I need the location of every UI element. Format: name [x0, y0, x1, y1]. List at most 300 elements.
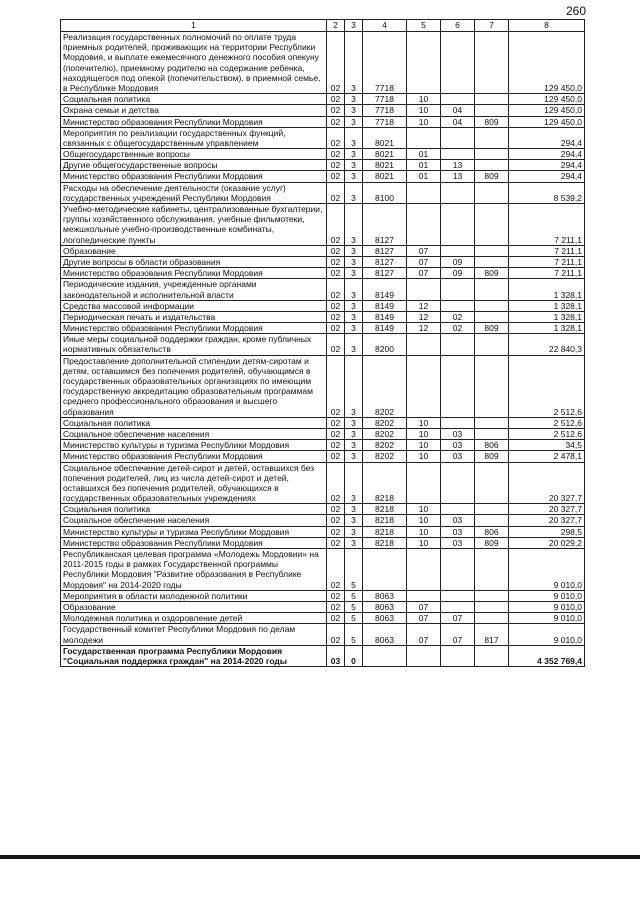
row-code-5	[407, 645, 441, 666]
table-row	[61, 526, 585, 537]
row-code-6: 03	[441, 440, 475, 451]
row-code-4: 8063	[363, 590, 407, 601]
row-name: Социальное обеспечение населения	[61, 428, 327, 439]
row-name: Министерство культуры и туризма Республики Мордовия	[61, 440, 327, 451]
row-amount: 129 450,0	[509, 105, 585, 116]
row-code-2: 02	[327, 624, 345, 645]
row-code-7	[475, 428, 509, 439]
table-row	[61, 624, 585, 645]
table-row	[61, 149, 585, 160]
row-code-7	[475, 149, 509, 160]
row-code-5	[407, 334, 441, 355]
header-col-3: 3	[345, 20, 363, 32]
row-amount: 20 029,2	[509, 537, 585, 548]
row-code-3: 5	[345, 590, 363, 601]
row-code-4: 8100	[363, 182, 407, 203]
row-amount: 9 010,0	[509, 590, 585, 601]
row-name: Иные меры социальной поддержки граждан, кроме публичных нормативных обязательств	[61, 334, 327, 355]
table-row	[61, 94, 585, 105]
row-code-2: 02	[327, 279, 345, 300]
row-code-3: 3	[345, 323, 363, 334]
row-amount: 9 010,0	[509, 549, 585, 591]
row-code-2: 02	[327, 504, 345, 515]
row-code-3: 3	[345, 355, 363, 417]
row-code-4: 8218	[363, 515, 407, 526]
row-code-6: 04	[441, 105, 475, 116]
row-code-3: 5	[345, 613, 363, 624]
row-code-2: 02	[327, 94, 345, 105]
row-code-2: 02	[327, 526, 345, 537]
row-amount: 8 539,2	[509, 182, 585, 203]
row-code-7: 817	[475, 624, 509, 645]
row-code-7	[475, 334, 509, 355]
row-amount: 2 512,6	[509, 355, 585, 417]
row-code-3: 3	[345, 504, 363, 515]
row-code-2: 02	[327, 323, 345, 334]
row-code-6: 03	[441, 515, 475, 526]
row-code-7	[475, 204, 509, 246]
row-code-4: 7718	[363, 94, 407, 105]
row-code-5	[407, 127, 441, 148]
row-code-3: 3	[345, 256, 363, 267]
row-name: Министерство образования Республики Мордовия	[61, 323, 327, 334]
row-code-3: 3	[345, 204, 363, 246]
row-code-5: 10	[407, 428, 441, 439]
row-code-4: 8149	[363, 323, 407, 334]
table-row	[61, 537, 585, 548]
row-amount: 20 327,7	[509, 462, 585, 504]
row-code-6	[441, 417, 475, 428]
row-code-6	[441, 149, 475, 160]
row-code-2: 02	[327, 171, 345, 182]
row-code-6	[441, 549, 475, 591]
header-col-1: 1	[61, 20, 327, 32]
row-name: Учебно-методические кабинеты, централизованные бухгалтерии, группы хозяйственного обслуживания, учебные фильмотеки, межшкольные учебно-производственные комбинаты, логопедические пункты	[61, 204, 327, 246]
table-row	[61, 428, 585, 439]
row-name: Министерство образования Республики Мордовия	[61, 537, 327, 548]
row-code-3: 0	[345, 645, 363, 666]
row-code-2: 02	[327, 601, 345, 612]
row-code-5	[407, 182, 441, 203]
bottom-rule	[0, 855, 640, 859]
row-code-5: 12	[407, 300, 441, 311]
row-code-2: 02	[327, 300, 345, 311]
row-code-3: 3	[345, 32, 363, 94]
row-name: Республиканская целевая программа «Молодежь Мордовии» на 2011-2015 годы в рамках Государственной программы Республики Мордовия "Развитие образования в Республике Мордовия" на 2014-2020 годы	[61, 549, 327, 591]
row-code-4: 7718	[363, 116, 407, 127]
row-code-7	[475, 311, 509, 322]
row-code-7	[475, 462, 509, 504]
row-code-4: 8063	[363, 601, 407, 612]
header-col-8: 8	[509, 20, 585, 32]
row-name: Образование	[61, 601, 327, 612]
row-code-4: 8218	[363, 526, 407, 537]
row-amount: 2 512,6	[509, 417, 585, 428]
table-row	[61, 334, 585, 355]
row-amount: 129 450,0	[509, 116, 585, 127]
row-amount: 9 010,0	[509, 613, 585, 624]
row-code-6	[441, 182, 475, 203]
row-code-6	[441, 601, 475, 612]
row-code-2: 02	[327, 127, 345, 148]
row-code-2: 02	[327, 417, 345, 428]
row-code-4: 8127	[363, 268, 407, 279]
row-name: Периодические издания, учрежденные органами законодательной и исполнительной власти	[61, 279, 327, 300]
row-code-3: 5	[345, 624, 363, 645]
row-amount: 298,5	[509, 526, 585, 537]
budget-table	[60, 19, 585, 667]
header-col-2: 2	[327, 20, 345, 32]
row-code-2: 02	[327, 537, 345, 548]
row-name: Образование	[61, 245, 327, 256]
row-code-6: 03	[441, 451, 475, 462]
row-code-2: 02	[327, 613, 345, 624]
table-row	[61, 268, 585, 279]
row-code-5	[407, 204, 441, 246]
row-code-4: 8021	[363, 171, 407, 182]
table-row	[61, 279, 585, 300]
table-row	[61, 451, 585, 462]
row-code-5: 07	[407, 613, 441, 624]
row-code-5: 10	[407, 504, 441, 515]
row-code-6	[441, 94, 475, 105]
row-code-6: 07	[441, 613, 475, 624]
table-row	[61, 601, 585, 612]
row-code-4: 8218	[363, 462, 407, 504]
row-code-4	[363, 645, 407, 666]
row-code-6	[441, 32, 475, 94]
row-code-7	[475, 160, 509, 171]
table-row	[61, 613, 585, 624]
table-header-row	[61, 20, 585, 32]
row-amount: 34,5	[509, 440, 585, 451]
row-code-3: 3	[345, 268, 363, 279]
row-code-4: 8063	[363, 613, 407, 624]
row-code-7	[475, 300, 509, 311]
row-code-7	[475, 515, 509, 526]
row-amount: 1 328,1	[509, 311, 585, 322]
row-code-5: 10	[407, 537, 441, 548]
row-code-6	[441, 462, 475, 504]
row-name: Мероприятия в области молодежной политики	[61, 590, 327, 601]
row-code-3: 3	[345, 440, 363, 451]
row-code-5: 07	[407, 601, 441, 612]
table-row	[61, 32, 585, 94]
row-name: Общегосударственные вопросы	[61, 149, 327, 160]
row-code-7	[475, 279, 509, 300]
row-code-3: 3	[345, 245, 363, 256]
row-code-6: 09	[441, 268, 475, 279]
row-code-4: 8218	[363, 504, 407, 515]
row-code-6: 13	[441, 171, 475, 182]
row-code-3: 3	[345, 537, 363, 548]
row-code-3: 3	[345, 311, 363, 322]
row-code-5: 10	[407, 417, 441, 428]
row-amount: 294,4	[509, 149, 585, 160]
table-row	[61, 204, 585, 246]
row-code-4: 8127	[363, 256, 407, 267]
row-code-6: 03	[441, 428, 475, 439]
row-code-7	[475, 645, 509, 666]
row-code-7	[475, 94, 509, 105]
row-amount: 294,4	[509, 171, 585, 182]
row-code-7: 809	[475, 323, 509, 334]
row-code-2: 02	[327, 451, 345, 462]
row-code-5: 10	[407, 440, 441, 451]
table-row	[61, 311, 585, 322]
row-code-6	[441, 334, 475, 355]
row-name: Социальная политика	[61, 94, 327, 105]
row-code-5: 10	[407, 451, 441, 462]
row-code-5: 12	[407, 323, 441, 334]
row-amount: 2 512,6	[509, 428, 585, 439]
table-row	[61, 160, 585, 171]
row-code-7	[475, 127, 509, 148]
row-code-5: 01	[407, 149, 441, 160]
row-code-3: 3	[345, 149, 363, 160]
row-amount: 7 211,1	[509, 204, 585, 246]
row-code-6	[441, 279, 475, 300]
row-name: Мероприятия по реализации государственных функций, связанных с общегосударственным управлением	[61, 127, 327, 148]
row-code-6: 03	[441, 526, 475, 537]
row-code-6: 13	[441, 160, 475, 171]
row-code-2: 02	[327, 428, 345, 439]
row-amount: 9 010,0	[509, 601, 585, 612]
row-code-7	[475, 504, 509, 515]
header-col-5: 5	[407, 20, 441, 32]
row-code-7	[475, 32, 509, 94]
row-code-7	[475, 355, 509, 417]
row-amount: 20 327,7	[509, 515, 585, 526]
row-amount: 2 478,1	[509, 451, 585, 462]
row-code-7	[475, 549, 509, 591]
row-code-7: 809	[475, 116, 509, 127]
row-code-5	[407, 279, 441, 300]
row-code-2: 02	[327, 256, 345, 267]
row-code-2: 02	[327, 149, 345, 160]
row-code-6: 09	[441, 256, 475, 267]
row-code-2: 02	[327, 116, 345, 127]
row-code-2: 02	[327, 204, 345, 246]
row-code-2: 02	[327, 440, 345, 451]
row-code-6	[441, 245, 475, 256]
row-code-4: 8149	[363, 300, 407, 311]
row-code-6	[441, 355, 475, 417]
row-code-4: 8127	[363, 245, 407, 256]
header-col-6: 6	[441, 20, 475, 32]
header-col-7: 7	[475, 20, 509, 32]
row-name: Министерство образования Республики Мордовия	[61, 116, 327, 127]
table-row	[61, 645, 585, 666]
row-code-2: 02	[327, 32, 345, 94]
table-row	[61, 127, 585, 148]
row-code-3: 3	[345, 279, 363, 300]
row-code-2: 02	[327, 105, 345, 116]
row-code-4: 8202	[363, 451, 407, 462]
row-code-7: 809	[475, 268, 509, 279]
row-code-5: 07	[407, 256, 441, 267]
row-name: Социальная политика	[61, 417, 327, 428]
row-code-2: 02	[327, 515, 345, 526]
row-name: Расходы на обеспечение деятельности (оказание услуг) государственных учреждений Республики Мордовия	[61, 182, 327, 203]
table-row	[61, 417, 585, 428]
table-row	[61, 182, 585, 203]
row-code-5	[407, 462, 441, 504]
row-code-4: 8021	[363, 127, 407, 148]
page-number: 260	[566, 4, 587, 18]
row-code-4: 7718	[363, 32, 407, 94]
row-code-2: 02	[327, 590, 345, 601]
row-code-3: 3	[345, 334, 363, 355]
row-code-5: 10	[407, 526, 441, 537]
row-code-5: 10	[407, 105, 441, 116]
row-code-5: 07	[407, 624, 441, 645]
row-name: Другие вопросы в области образования	[61, 256, 327, 267]
row-amount: 294,4	[509, 127, 585, 148]
row-code-4	[363, 549, 407, 591]
row-code-6	[441, 300, 475, 311]
row-code-2: 03	[327, 645, 345, 666]
row-code-5: 12	[407, 311, 441, 322]
row-code-6	[441, 127, 475, 148]
row-code-5: 01	[407, 171, 441, 182]
row-code-5: 07	[407, 268, 441, 279]
table-row	[61, 590, 585, 601]
row-name: Государственный комитет Республики Мордовия по делам молодежи	[61, 624, 327, 645]
row-code-6	[441, 204, 475, 246]
row-amount: 129 450,0	[509, 94, 585, 105]
row-code-4: 7718	[363, 105, 407, 116]
row-code-3: 5	[345, 549, 363, 591]
table-row	[61, 171, 585, 182]
row-name: Социальное обеспечение населения	[61, 515, 327, 526]
table-row	[61, 355, 585, 417]
row-code-4: 8202	[363, 428, 407, 439]
row-name: Социальная политика	[61, 504, 327, 515]
row-name: Охрана семьи и детства	[61, 105, 327, 116]
row-name: Молодежная политика и оздоровление детей	[61, 613, 327, 624]
row-amount: 129 450,0	[509, 32, 585, 94]
row-code-7	[475, 417, 509, 428]
row-name: Предоставление дополнительной стипендии детям-сиротам и детям, оставшимся без попечения родителей, обучающимся в государственных образовательных организациях по имеющим государственную аккредитацию образовательным программам среднего профессионального образования и высшего образования	[61, 355, 327, 417]
row-amount: 294,4	[509, 160, 585, 171]
row-code-3: 3	[345, 428, 363, 439]
row-name: Периодическая печать и издательства	[61, 311, 327, 322]
row-code-7	[475, 182, 509, 203]
table-row	[61, 515, 585, 526]
row-amount: 9 010,0	[509, 624, 585, 645]
row-code-4: 8202	[363, 355, 407, 417]
row-code-6	[441, 590, 475, 601]
row-code-3: 5	[345, 601, 363, 612]
row-code-2: 02	[327, 334, 345, 355]
row-code-7	[475, 601, 509, 612]
row-code-7: 806	[475, 440, 509, 451]
row-code-7	[475, 256, 509, 267]
row-code-6: 02	[441, 323, 475, 334]
table-row	[61, 256, 585, 267]
row-code-7	[475, 105, 509, 116]
row-code-3: 3	[345, 105, 363, 116]
row-code-4: 8063	[363, 624, 407, 645]
row-code-2: 02	[327, 160, 345, 171]
row-code-3: 3	[345, 160, 363, 171]
table-row	[61, 116, 585, 127]
row-code-2: 02	[327, 549, 345, 591]
row-amount: 20 327,7	[509, 504, 585, 515]
row-code-4: 8200	[363, 334, 407, 355]
row-code-6	[441, 504, 475, 515]
row-name: Реализация государственных полномочий по оплате труда приемных родителей, проживающих на территории Республики Мордовия, и выплате ежемесячного денежного пособия опекуну (попечителю), приемному родителю на содержание ребенка, находящегося под опекой (попечительством), в приемной семье, в Республике Мордовия	[61, 32, 327, 94]
row-name: Министерство образования Республики Мордовия	[61, 171, 327, 182]
row-code-3: 3	[345, 116, 363, 127]
row-amount: 7 211,1	[509, 245, 585, 256]
row-code-2: 02	[327, 245, 345, 256]
table-row	[61, 300, 585, 311]
row-code-3: 3	[345, 300, 363, 311]
row-amount: 22 840,3	[509, 334, 585, 355]
row-name: Государственная программа Республики Мордовия "Социальная поддержка граждан" на 2014-2020 годы	[61, 645, 327, 666]
row-code-7: 806	[475, 526, 509, 537]
row-code-3: 3	[345, 94, 363, 105]
table-row	[61, 462, 585, 504]
row-code-4: 8202	[363, 440, 407, 451]
row-amount: 1 328,1	[509, 323, 585, 334]
row-code-5	[407, 549, 441, 591]
row-amount: 7 211,1	[509, 256, 585, 267]
row-code-7	[475, 613, 509, 624]
row-code-2: 02	[327, 462, 345, 504]
row-amount: 7 211,1	[509, 268, 585, 279]
row-name: Социальное обеспечение детей-сирот и детей, оставшихся без попечения родителей, лиц из числа детей-сирот и детей, оставшихся без попечения родителей, обучающихся в государственных образовательных учреждениях	[61, 462, 327, 504]
row-name: Министерство образования Республики Мордовия	[61, 268, 327, 279]
table-row	[61, 440, 585, 451]
row-code-6	[441, 645, 475, 666]
row-code-4: 8149	[363, 279, 407, 300]
header-col-4: 4	[363, 20, 407, 32]
row-code-5: 10	[407, 515, 441, 526]
row-code-5	[407, 32, 441, 94]
row-amount: 1 328,1	[509, 300, 585, 311]
row-code-5	[407, 355, 441, 417]
row-code-6: 03	[441, 537, 475, 548]
row-code-6: 04	[441, 116, 475, 127]
row-code-3: 3	[345, 451, 363, 462]
row-amount: 4 352 769,4	[509, 645, 585, 666]
row-code-4: 8127	[363, 204, 407, 246]
row-code-5	[407, 590, 441, 601]
row-code-4: 8149	[363, 311, 407, 322]
row-code-5: 07	[407, 245, 441, 256]
row-code-4: 8218	[363, 537, 407, 548]
table-row	[61, 549, 585, 591]
row-code-3: 3	[345, 182, 363, 203]
table-row	[61, 245, 585, 256]
row-code-4: 8202	[363, 417, 407, 428]
row-name: Министерство образования Республики Мордовия	[61, 451, 327, 462]
row-code-6: 02	[441, 311, 475, 322]
row-code-5: 10	[407, 116, 441, 127]
row-code-4: 8021	[363, 160, 407, 171]
row-code-7	[475, 245, 509, 256]
row-code-7: 809	[475, 537, 509, 548]
row-code-2: 02	[327, 311, 345, 322]
table-row	[61, 323, 585, 334]
row-code-2: 02	[327, 182, 345, 203]
table-row	[61, 105, 585, 116]
row-amount: 1 328,1	[509, 279, 585, 300]
table-row	[61, 504, 585, 515]
